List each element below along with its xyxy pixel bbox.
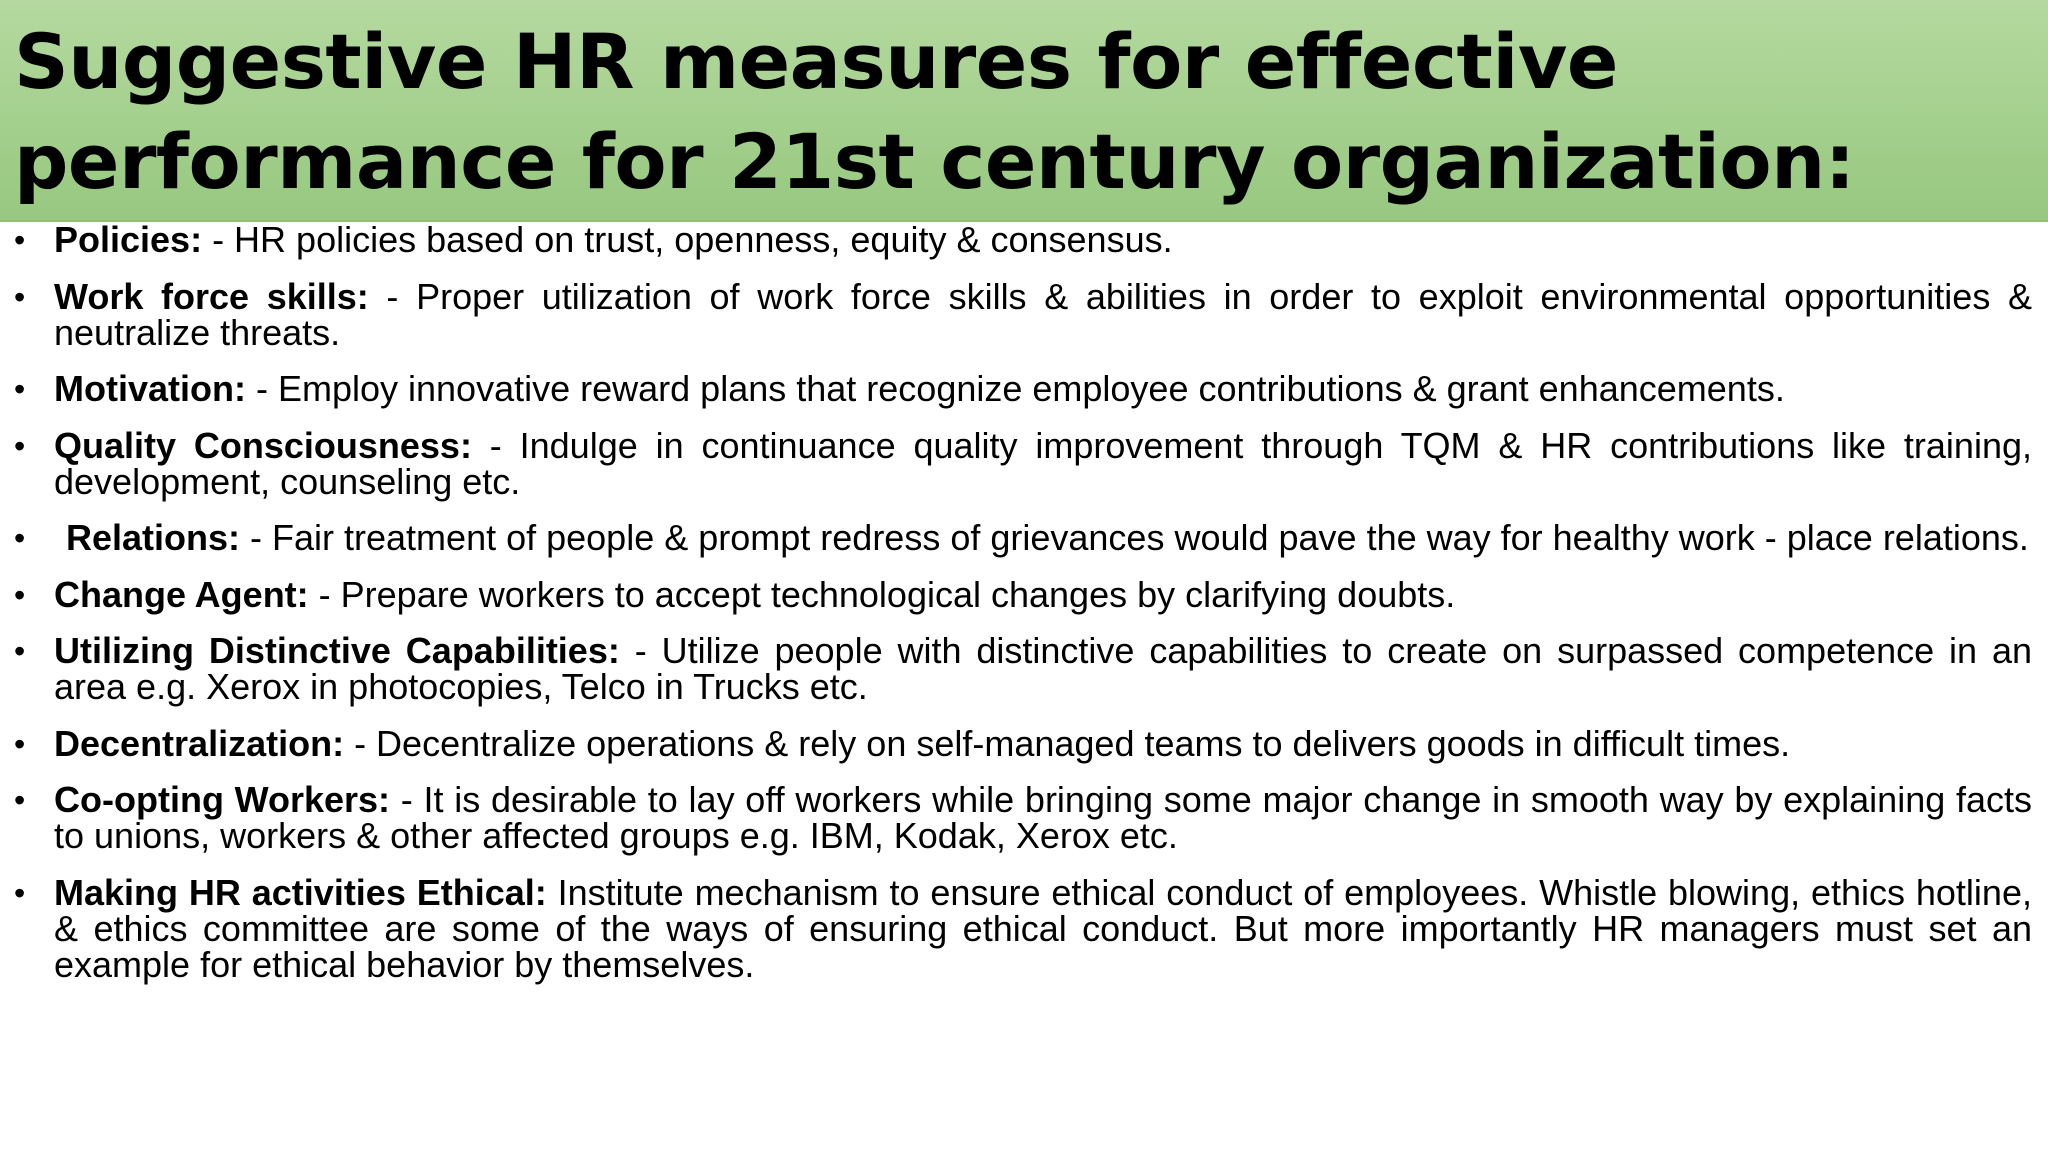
bullet-text: - Proper utilization of work force skills & abilities in order to exploit environmental opportunities & neutralize threats. (54, 275, 2032, 353)
bullet-item-policies (14, 219, 2032, 260)
bullet-text: - Fair treatment of people & prompt redress of grievances would pave the way for healthy work - place relations. (240, 517, 2029, 558)
bullet-item-work-force-skills (14, 275, 2032, 353)
bullet-term: Quality Consciousness: (54, 424, 472, 466)
bullet-term: Making HR activities Ethical: (54, 871, 547, 913)
bullet-dot-icon: • (14, 520, 26, 556)
bullet-term: Co-opting Workers: (54, 779, 391, 820)
bullet-term: Work force skills: (54, 275, 369, 317)
bullet-text: - Indulge in continuance quality improvement through TQM & HR contributions like training, development, counseling etc. (54, 424, 2032, 502)
bullet-term: Policies: (54, 219, 203, 260)
bullet-item-quality-consciousness (14, 424, 2032, 502)
bullet-item-distinctive-capabilities (14, 630, 2032, 707)
bullet-text: - HR policies based on trust, openness, equity & consensus. (202, 219, 1173, 260)
bullet-item-change-agent (14, 573, 2032, 615)
title-banner (0, 0, 2048, 222)
bullet-item-relations (14, 517, 2032, 558)
bullet-dot-icon: • (14, 782, 26, 818)
bullet-dot-icon: • (14, 633, 26, 669)
bullet-term: Relations: (66, 517, 241, 558)
bullet-text: - It is desirable to lay off workers while bringing some major change in smooth way by explaining facts to unions, workers & other affected groups e.g. IBM, Kodak, Xerox etc. (54, 779, 2033, 856)
bullet-text: - Decentralize operations & rely on self-managed teams to delivers goods in difficult times. (344, 722, 1791, 764)
bullet-item-motivation (14, 368, 2032, 409)
bullet-text: - Utilize people with distinctive capabilities to create on surpassed competence in an area e.g. Xerox in photocopies, Telco in Trucks etc. (54, 630, 2032, 707)
bullet-dot-icon: • (14, 576, 26, 613)
bullet-term: Motivation: (54, 368, 246, 409)
bullet-dot-icon: • (14, 427, 26, 464)
bullet-text: Institute mechanism to ensure ethical conduct of employees. Whistle blowing, ethics hotline, & ethics committee are some of the ways of ensuring ethical conduct. But more importantly HR managers must set an example for ethical behavior by themselves. (54, 871, 2032, 985)
bullet-dot-icon: • (14, 725, 26, 762)
bullet-dot-icon: • (14, 874, 26, 911)
bullet-dot-icon: • (14, 371, 26, 407)
bullet-dot-icon: • (14, 222, 26, 258)
bullet-term: Decentralization: (54, 722, 345, 764)
bullet-dot-icon: • (14, 278, 26, 315)
slide-title: Suggestive HR measures for effective performance for 21st century organization: (14, 17, 1855, 206)
bullet-term: Utilizing Distinctive Capabilities: (54, 630, 620, 671)
bullet-term: Change Agent: (54, 573, 309, 615)
bullet-item-ethical-hr (14, 871, 2032, 985)
bullet-text: - Prepare workers to accept technological changes by clarifying doubts. (308, 573, 1456, 615)
bullet-item-decentralization (14, 722, 2032, 764)
bullet-text: - Employ innovative reward plans that recognize employee contributions & grant enhancements. (245, 368, 1785, 409)
bullet-list (14, 219, 2033, 1003)
bullet-item-co-opting-workers (14, 779, 2033, 856)
